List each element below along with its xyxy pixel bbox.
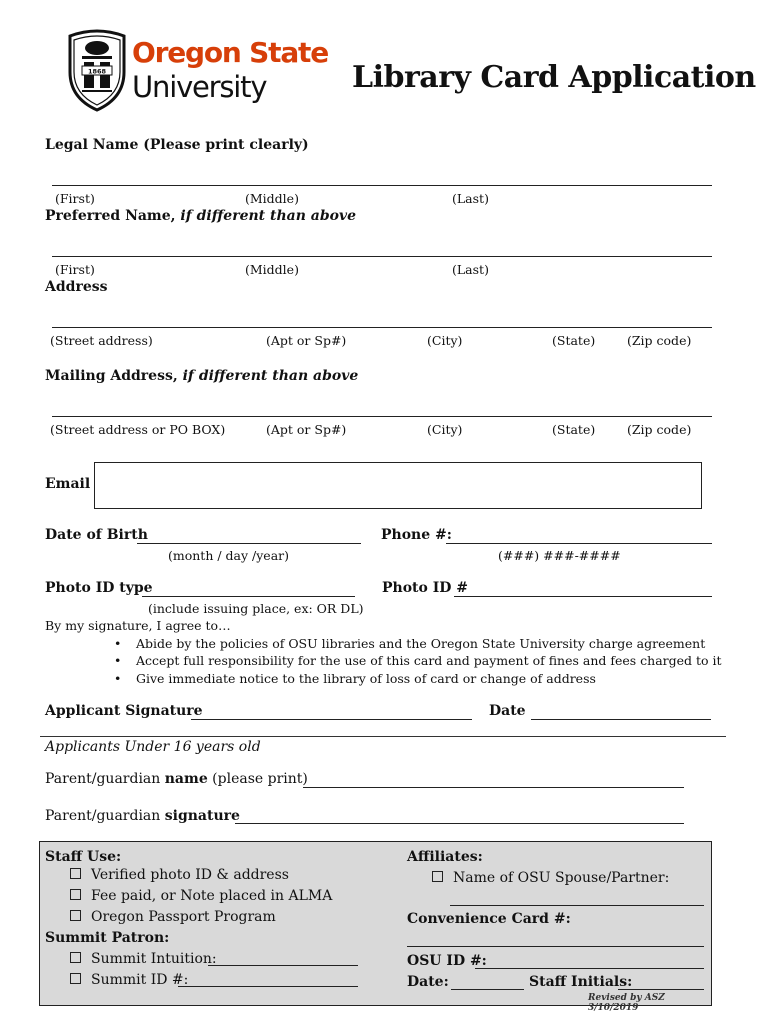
guardian-name-label: Parent/guardian name (please print) [45,771,308,787]
legal-first-hint: (First) [55,191,95,206]
check-summit-id[interactable]: Summit ID #: [70,972,188,988]
checkbox-icon[interactable] [70,952,81,963]
checkbox-icon[interactable] [432,871,443,882]
preferred-first-hint: (First) [55,262,95,277]
section-divider [40,736,726,737]
mailing-zip-hint: (Zip code) [627,422,692,437]
spouse-line[interactable] [450,905,704,906]
legal-name-line[interactable] [52,185,712,186]
mailing-city-hint: (City) [427,422,463,437]
svg-text:1868: 1868 [87,67,107,76]
revised-note: Revised by ASZ 3/10/2019 [588,993,665,1013]
dob-line[interactable] [137,543,361,544]
osu-id-label: OSU ID #: [407,953,487,969]
signature-date-label: Date [489,703,526,719]
email-field[interactable] [94,462,702,509]
osu-shield-icon [64,28,130,112]
mailing-label: Mailing Address, if different than above [45,368,359,384]
address-apt-hint: (Apt or Sp#) [266,333,347,348]
legal-name-label: Legal Name (Please print clearly) [45,137,309,153]
phone-label: Phone #: [381,527,452,543]
legal-middle-hint: (Middle) [245,191,299,206]
address-line[interactable] [52,327,712,328]
staff-initials-line[interactable] [618,989,704,990]
signature-date-line[interactable] [531,719,711,720]
staff-use-heading: Staff Use: [45,849,122,865]
mailing-line[interactable] [52,416,712,417]
check-verified-photo[interactable]: Verified photo ID & address [70,867,289,883]
osu-id-line[interactable] [475,968,704,969]
photo-id-num-label: Photo ID # [382,580,469,596]
agreement-item: • Accept full responsibility for the use of this card and payment of fines and fees charged to it [136,653,722,668]
summit-patron-heading: Summit Patron: [45,930,170,946]
applicant-signature-line[interactable] [191,719,472,720]
mailing-apt-hint: (Apt or Sp#) [266,422,347,437]
staff-use-box [39,841,712,1013]
summit-id-line[interactable] [178,986,358,987]
preferred-middle-hint: (Middle) [245,262,299,277]
guardian-signature-line[interactable] [235,823,684,824]
summit-intuition-line[interactable] [208,965,358,966]
convenience-card-line[interactable] [407,946,704,947]
checkbox-icon[interactable] [70,910,81,921]
phone-hint: (###) ###-#### [498,548,621,563]
applicant-signature-label: Applicant Signature [45,703,203,719]
preferred-name-line[interactable] [52,256,712,257]
logo-line1: Oregon State [132,36,328,69]
photo-id-type-hint: (include issuing place, ex: OR DL) [148,601,364,616]
check-summit-intuition[interactable]: Summit Intuition: [70,951,217,967]
address-state-hint: (State) [552,333,596,348]
staff-date-line[interactable] [451,989,524,990]
email-label: Email [45,476,91,492]
mailing-street-hint: (Street address or PO BOX) [50,422,226,437]
osu-logo [64,28,328,114]
phone-line[interactable] [446,543,712,544]
photo-id-type-label: Photo ID type [45,580,153,596]
address-street-hint: (Street address) [50,333,153,348]
guardian-signature-label: Parent/guardian signature [45,808,240,824]
check-spouse[interactable]: Name of OSU Spouse/Partner: [432,870,669,886]
check-oregon-passport[interactable]: Oregon Passport Program [70,909,276,925]
checkbox-icon[interactable] [70,973,81,984]
legal-last-hint: (Last) [452,191,489,206]
photo-id-type-line[interactable] [142,596,355,597]
agreement-item: • Give immediate notice to the library of loss of card or change of address [136,671,596,686]
preferred-name-label: Preferred Name, if different than above [45,208,357,224]
photo-id-num-line[interactable] [454,596,712,597]
address-zip-hint: (Zip code) [627,333,692,348]
address-city-hint: (City) [427,333,463,348]
dob-hint: (month / day /year) [168,548,290,563]
agreement-intro: By my signature, I agree to… [45,618,231,633]
guardian-name-line[interactable] [303,787,684,788]
checkbox-icon[interactable] [70,868,81,879]
staff-date-label: Date: [407,974,449,990]
checkbox-icon[interactable] [70,889,81,900]
page-title: Library Card Application [352,60,756,95]
staff-initials-label: Staff Initials: [529,974,633,990]
mailing-state-hint: (State) [552,422,596,437]
under16-heading: Applicants Under 16 years old [45,739,261,755]
preferred-last-hint: (Last) [452,262,489,277]
check-fee-paid[interactable]: Fee paid, or Note placed in ALMA [70,888,332,904]
dob-label: Date of Birth [45,527,148,543]
agreement-item: • Abide by the policies of OSU libraries and the Oregon State University charge agreement [136,636,705,651]
affiliates-heading: Affiliates: [407,849,483,865]
convenience-card-label: Convenience Card #: [407,911,571,927]
address-label: Address [45,279,108,295]
logo-line2: University [132,70,267,104]
